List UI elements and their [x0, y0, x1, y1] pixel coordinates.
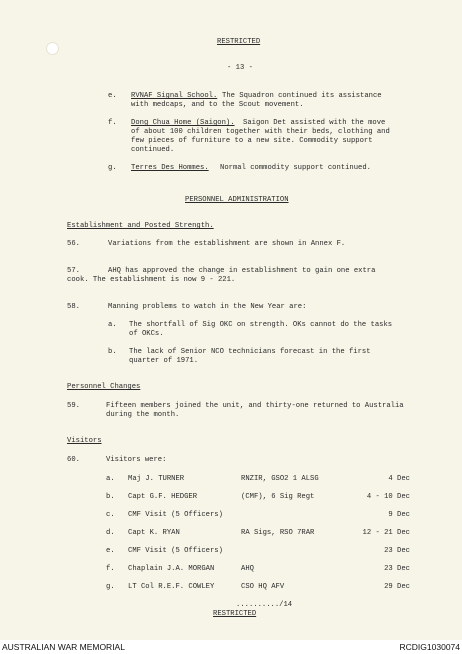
punch-hole	[46, 42, 59, 55]
para-number: 57.	[67, 267, 80, 275]
visitor-name: Capt G.F. HEDGER	[128, 493, 198, 501]
item-title: Dong Chua Home (Saigon).	[131, 119, 235, 127]
visitor-letter: a.	[106, 475, 115, 483]
visitor-letter: b.	[106, 493, 115, 501]
visitor-date: 23 Dec	[384, 565, 410, 573]
visitor-unit: CSO HQ AFV	[241, 583, 285, 591]
para-text: Visitors were:	[106, 456, 167, 464]
visitor-letter: f.	[106, 565, 115, 573]
item-text: Saigon Det assisted with the move	[243, 119, 386, 127]
visitor-unit: RA Sigs, RSO 7RAR	[241, 529, 315, 537]
item-title: Terres Des Hommes.	[131, 164, 209, 172]
item-letter: e.	[108, 92, 117, 100]
visitor-date: 4 - 10 Dec	[366, 493, 410, 501]
para-number: 59.	[67, 402, 80, 410]
archive-reference: RCDIG1030074	[399, 642, 460, 652]
para-text: Variations from the establishment are shown in Annex F.	[108, 240, 346, 248]
visitor-name: CMF Visit (5 Officers)	[128, 511, 223, 519]
section-title: PERSONNEL ADMINISTRATION	[185, 196, 289, 204]
visitor-date: 29 Dec	[384, 583, 410, 591]
sub-letter: b.	[108, 348, 117, 356]
sub-text: quarter of 1971.	[129, 357, 199, 365]
sub-text: of OKCs.	[129, 330, 164, 338]
para-number: 60.	[67, 456, 80, 464]
archive-footer	[0, 640, 462, 654]
visitor-unit: RNZIR, GSO2 1 ALSG	[241, 475, 319, 483]
para-number: 58.	[67, 303, 80, 311]
visitor-letter: c.	[106, 511, 115, 519]
item-title: RVNAF Signal School.	[131, 92, 218, 100]
item-text: with medcaps, and to the Scout movement.	[131, 101, 304, 109]
page-number: - 13 -	[227, 64, 253, 72]
subheading-changes: Personnel Changes	[67, 383, 141, 391]
visitor-date: 9 Dec	[388, 511, 410, 519]
continuation-marker: ........../14	[236, 601, 293, 609]
visitor-unit: AHQ	[241, 565, 254, 573]
para-number: 56.	[67, 240, 80, 248]
classification-header: RESTRICTED	[217, 38, 261, 46]
item-text: The Squadron continued its assistance	[222, 92, 382, 100]
para-text: AHQ has approved the change in establishment to gain one extra	[108, 267, 376, 275]
visitor-name: CMF Visit (5 Officers)	[128, 547, 223, 555]
para-text: Manning problems to watch in the New Year are:	[108, 303, 307, 311]
item-letter: f.	[108, 119, 117, 127]
item-text: Normal commodity support continued.	[220, 164, 371, 172]
visitor-name: LT Col R.E.F. COWLEY	[128, 583, 215, 591]
subheading-establishment: Establishment and Posted Strength.	[67, 222, 214, 230]
subheading-visitors: Visitors	[67, 437, 102, 445]
sub-text: The shortfall of Sig OKC on strength. OKs cannot do the tasks	[129, 321, 393, 329]
sub-letter: a.	[108, 321, 117, 329]
item-text: of about 100 children together with their beds, clothing and	[131, 128, 390, 136]
visitor-letter: d.	[106, 529, 115, 537]
visitor-unit: (CMF), 6 Sig Regt	[241, 493, 315, 501]
para-text: Fifteen members joined the unit, and thirty-one returned to Australia	[106, 402, 404, 410]
item-text: continued.	[131, 146, 175, 154]
item-text: few pieces of furniture to a new site. Commodity support	[131, 137, 373, 145]
sub-text: The lack of Senior NCO technicians forecast in the first	[129, 348, 371, 356]
visitor-name: Maj J. TURNER	[128, 475, 185, 483]
visitor-letter: e.	[106, 547, 115, 555]
visitor-date: 4 Dec	[388, 475, 410, 483]
visitor-name: Capt K. RYAN	[128, 529, 180, 537]
archive-name: AUSTRALIAN WAR MEMORIAL	[2, 642, 125, 652]
item-letter: g.	[108, 164, 117, 172]
visitor-date: 12 - 21 Dec	[362, 529, 410, 537]
visitor-name: Chaplain J.A. MORGAN	[128, 565, 215, 573]
visitor-letter: g.	[106, 583, 115, 591]
para-text: during the month.	[106, 411, 180, 419]
visitor-date: 23 Dec	[384, 547, 410, 555]
classification-footer: RESTRICTED	[213, 610, 257, 618]
para-text: cook. The establishment is now 9 - 221.	[67, 276, 236, 284]
